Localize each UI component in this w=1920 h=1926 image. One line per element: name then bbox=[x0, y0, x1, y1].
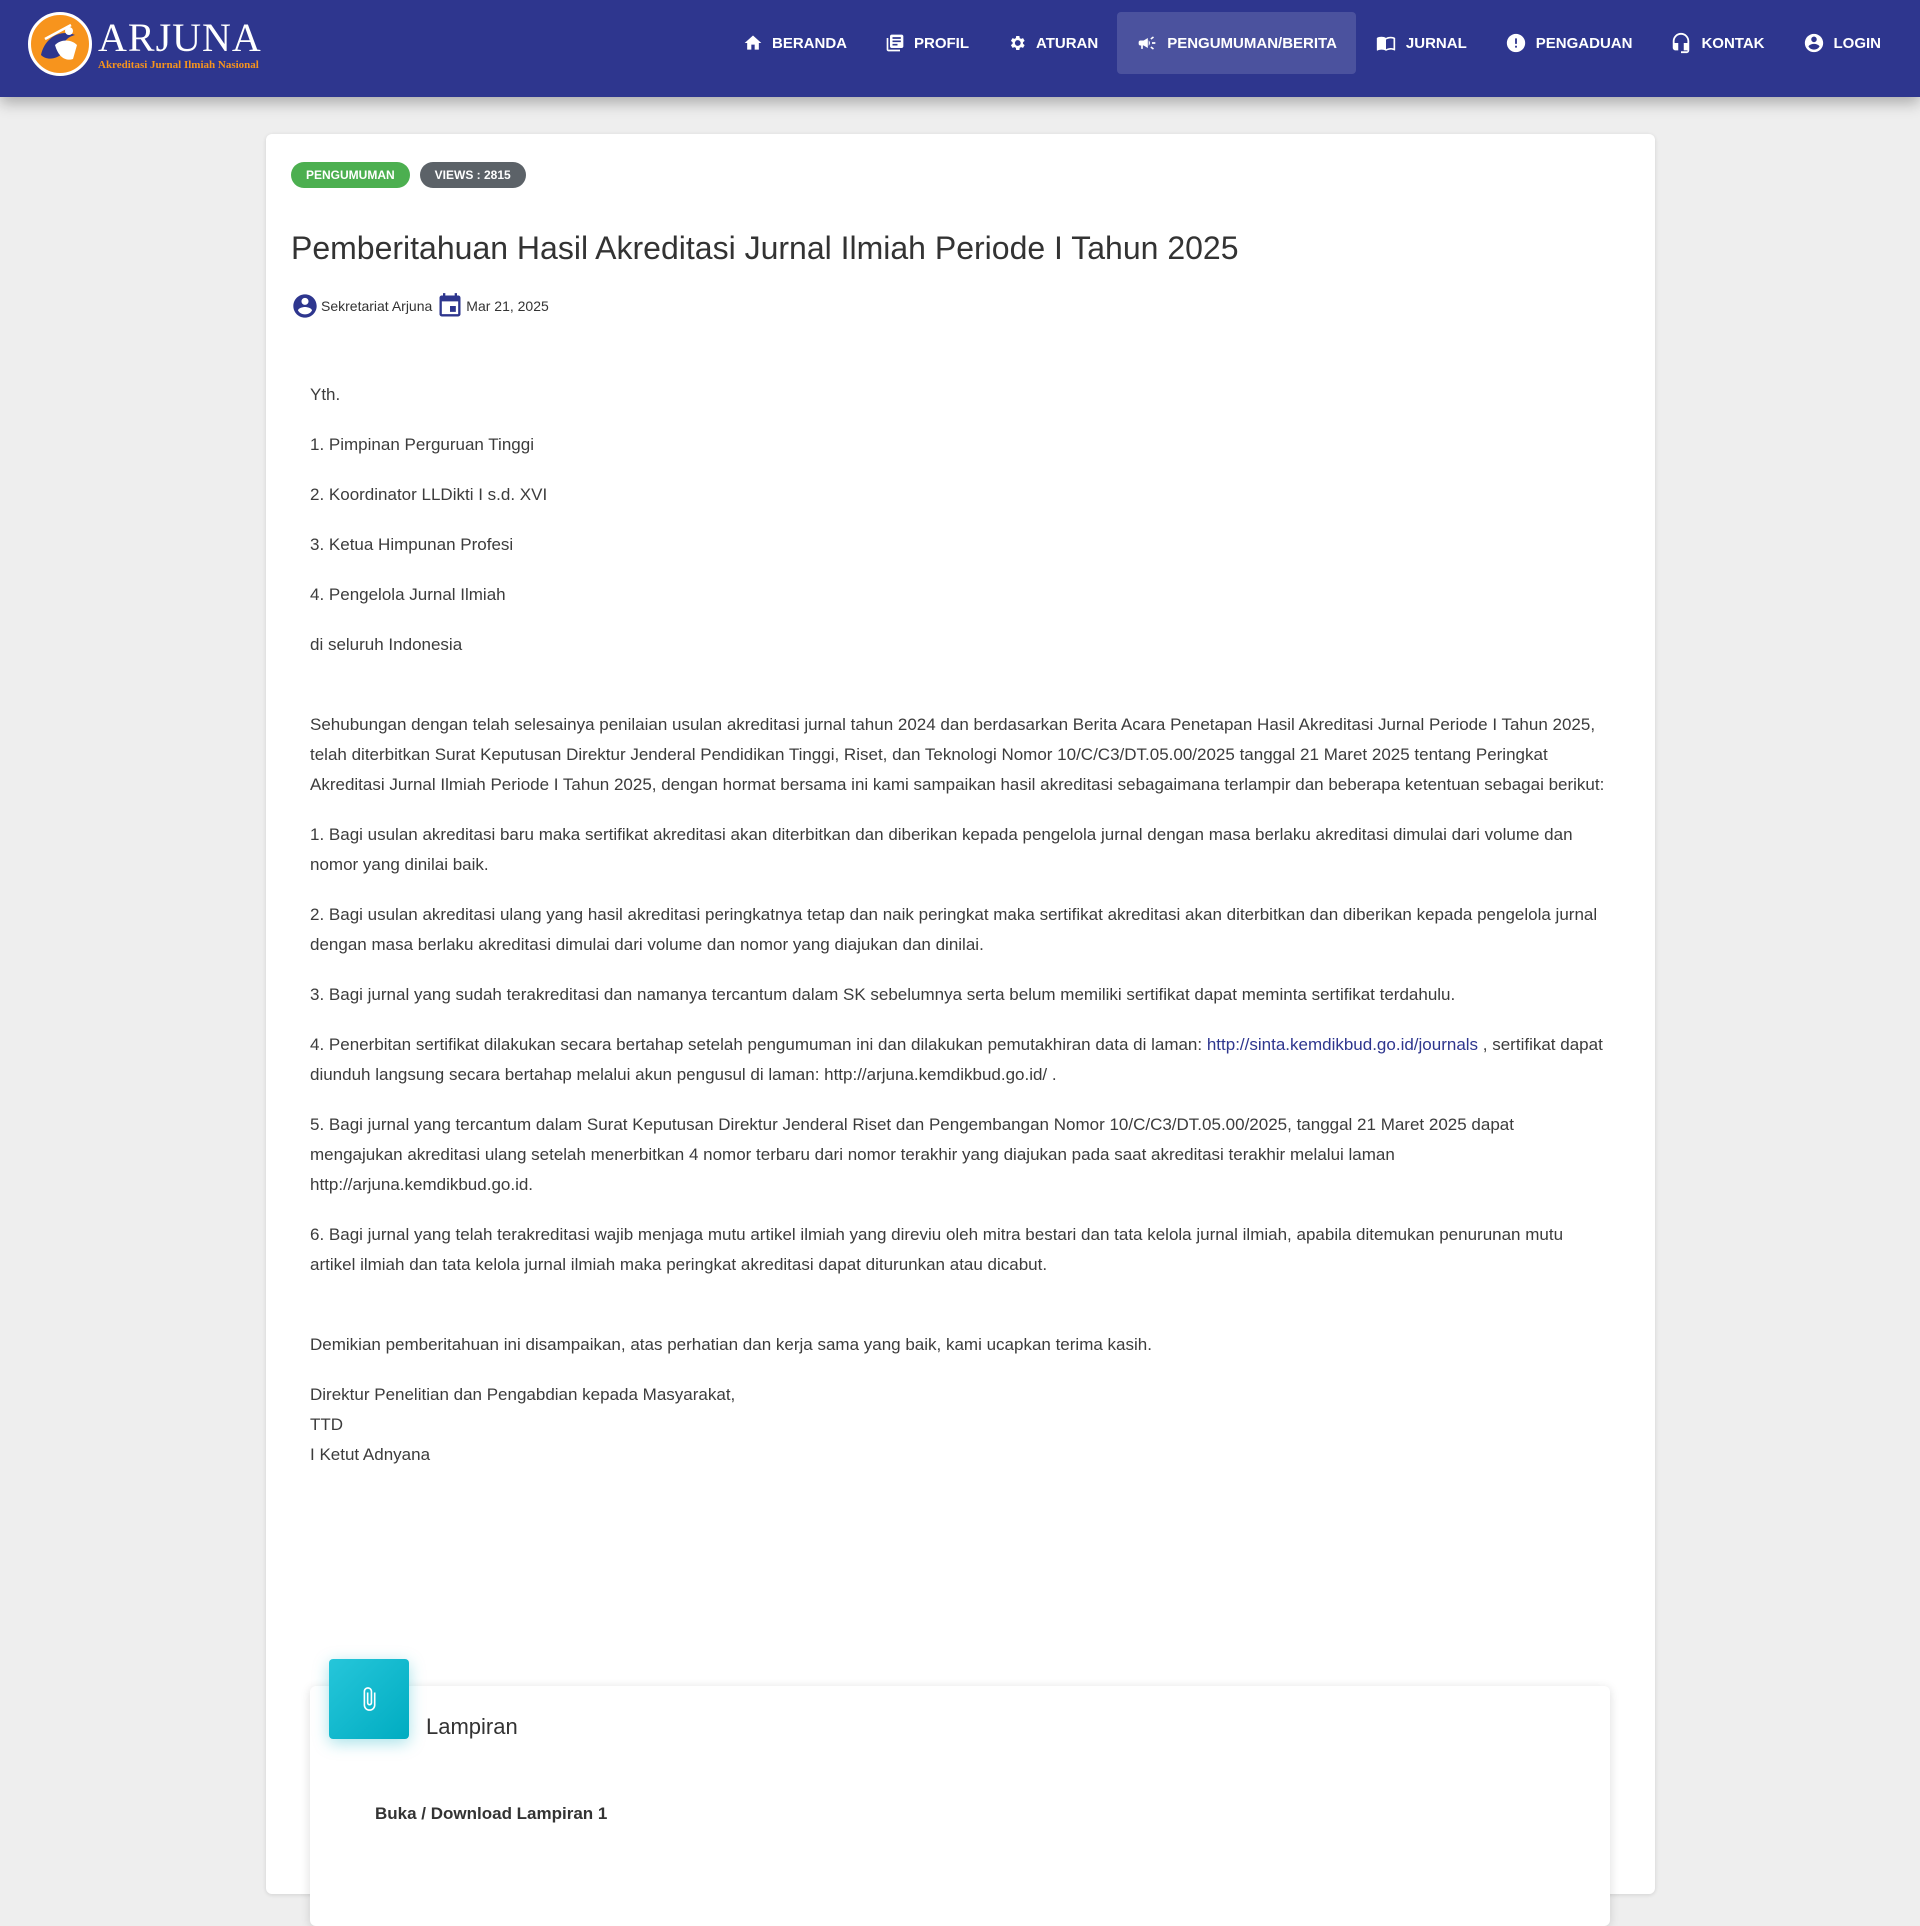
publish-date: Mar 21, 2025 bbox=[466, 298, 549, 314]
provision-5: 5. Bagi jurnal yang tercantum dalam Surat Keputusan Direktur Jenderal Riset dan Pengembangan Nomor 10/C/C3/DT.05.00/2025, tanggal 21 Maret 2025 dapat mengajukan akreditasi ulang setelah menerbitkan 4 nomor terbaru dari nomor terakhir yang diajukan pada saat akreditasi terakhir melalui laman http://arjuna.kemdikbud.go.id. bbox=[310, 1115, 1514, 1194]
sinta-journals-link[interactable]: http://sinta.kemdikbud.go.id/journals bbox=[1206, 1035, 1479, 1054]
closing-paragraph: Demikian pemberitahuan ini disampaikan, atas perhatian dan kerja sama yang baik, kami ucapkan terima kasih. bbox=[310, 1335, 1152, 1354]
nav-label-profil: PROFIL bbox=[913, 34, 969, 52]
article-body bbox=[310, 380, 1610, 1470]
gear-icon bbox=[1007, 33, 1027, 53]
book-icon bbox=[1375, 33, 1397, 53]
megaphone-icon bbox=[1136, 33, 1158, 53]
recipient-item: 3. Ketua Himpunan Profesi bbox=[310, 535, 514, 554]
newspaper-icon bbox=[885, 33, 905, 53]
provision-3: 3. Bagi jurnal yang sudah terakreditasi dan namanya tercantum dalam SK sebelumnya serta belum memiliki sertifikat dapat meminta sertifikat terdahulu. bbox=[310, 985, 1456, 1004]
brand-name: ARJUNA bbox=[98, 14, 262, 60]
nav-label-beranda: BERANDA bbox=[771, 34, 847, 52]
provision-1: 1. Bagi usulan akreditasi baru maka sertifikat akreditasi akan diterbitkan dan diberikan kepada pengelola jurnal dengan masa berlaku akreditasi dimulai dari volume dan nomor yang dinilai baik. bbox=[310, 825, 1573, 874]
provision-2: 2. Bagi usulan akreditasi ulang yang hasil akreditasi peringkatnya tetap dan naik peringkat maka sertifikat akreditasi akan diterbitkan dan diberikan kepada pengelola jurnal dengan masa berlaku akreditasi dimulai dari volume dan nomor yang diajukan dan dinilai. bbox=[310, 905, 1598, 954]
top-navbar bbox=[0, 0, 1920, 97]
nav-menu bbox=[724, 12, 1900, 74]
intro-paragraph: Sehubungan dengan telah selesainya penilaian usulan akreditasi jurnal tahun 2024 dan berdasarkan Berita Acara Penetapan Hasil Akreditasi Jurnal Periode I Tahun 2025, telah diterbitkan Surat Keputusan Direktur Jenderal Pendidikan Tinggi, Riset, dan Teknologi Nomor 10/C/C3/DT.05.00/2025 tanggal 21 Maret 2025 tentang Peringkat Akreditasi Jurnal Ilmiah Periode I Tahun 2025, dengan hormat bersama ini kami sampaikan hasil akreditasi sebagaimana terlampir dan beberapa ketentuan sebagai berikut: bbox=[310, 715, 1605, 794]
brand-logo-link[interactable] bbox=[28, 12, 262, 76]
provision-6: 6. Bagi jurnal yang telah terakreditasi wajib menjaga mutu artikel ilmiah yang direviu oleh mitra bestari dan tata kelola jurnal ilmiah, apabila ditemukan penurunan mutu artikel ilmiah dan tata kelola jurnal ilmiah maka peringkat akreditasi dapat diturunkan atau dicabut. bbox=[310, 1225, 1564, 1274]
nav-item-kontak[interactable] bbox=[1651, 12, 1783, 74]
recipient-item: 1. Pimpinan Perguruan Tinggi bbox=[310, 435, 534, 454]
paperclip-icon bbox=[329, 1659, 409, 1739]
recipient-location: di seluruh Indonesia bbox=[310, 635, 463, 654]
signatory-name: I Ketut Adnyana bbox=[310, 1445, 431, 1464]
author-avatar-icon bbox=[291, 292, 319, 320]
home-icon bbox=[743, 33, 763, 53]
provision-4-text: 4. Penerbitan sertifikat dilakukan secara bertahap setelah pengumuman ini dan dilakukan pemutakhiran data di laman: bbox=[310, 1035, 1207, 1054]
nav-label-aturan: ATURAN bbox=[1035, 34, 1099, 52]
download-attachment-link[interactable]: Buka / Download Lampiran 1 bbox=[375, 1804, 608, 1823]
provision-4 bbox=[310, 1030, 1610, 1090]
signature-block bbox=[310, 1380, 1610, 1470]
recipient-item: 4. Pengelola Jurnal Ilmiah bbox=[310, 585, 506, 604]
user-circle-icon bbox=[1803, 32, 1825, 54]
nav-item-pengaduan[interactable] bbox=[1486, 12, 1652, 74]
signature-mark: TTD bbox=[310, 1415, 344, 1434]
nav-label-kontak: KONTAK bbox=[1701, 34, 1765, 52]
headset-icon bbox=[1670, 32, 1692, 54]
article-meta bbox=[291, 292, 553, 320]
badge-row bbox=[291, 162, 536, 188]
alert-icon bbox=[1505, 32, 1527, 54]
nav-label-login: LOGIN bbox=[1833, 34, 1881, 52]
attachments-title: Lampiran bbox=[426, 1714, 518, 1739]
author-name: Sekretariat Arjuna bbox=[321, 298, 433, 314]
article-card bbox=[266, 134, 1655, 1894]
attachments-card bbox=[310, 1686, 1610, 1926]
nav-item-jurnal[interactable] bbox=[1356, 12, 1486, 74]
nav-item-beranda[interactable] bbox=[724, 12, 866, 74]
nav-label-jurnal: JURNAL bbox=[1405, 34, 1467, 52]
nav-label-pengaduan: PENGADUAN bbox=[1535, 34, 1633, 52]
salutation: Yth. bbox=[310, 385, 341, 404]
nav-label-pengumuman: PENGUMUMAN/BERITA bbox=[1167, 34, 1337, 52]
calendar-icon bbox=[436, 292, 464, 320]
views-badge: VIEWS : 2815 bbox=[420, 162, 526, 188]
arjuna-logo-icon bbox=[28, 12, 92, 76]
article-title: Pemberitahuan Hasil Akreditasi Jurnal Ilmiah Periode I Tahun 2025 bbox=[291, 230, 1239, 266]
signatory-title: Direktur Penelitian dan Pengabdian kepada Masyarakat, bbox=[310, 1385, 736, 1404]
nav-item-aturan[interactable] bbox=[988, 12, 1117, 74]
recipient-item: 2. Koordinator LLDikti I s.d. XVI bbox=[310, 485, 548, 504]
nav-item-pengumuman[interactable] bbox=[1117, 12, 1356, 74]
brand-tagline: Akreditasi Jurnal Ilmiah Nasional bbox=[98, 58, 259, 71]
nav-item-login[interactable] bbox=[1784, 12, 1901, 74]
category-badge[interactable]: PENGUMUMAN bbox=[291, 162, 410, 188]
nav-item-profil[interactable] bbox=[866, 12, 988, 74]
provision-4-text-after: , sertifikat dapat diunduh langsung secara bertahap melalui akun pengusul di laman: http://arjuna.kemdikbud.go.id/ . bbox=[310, 1035, 1603, 1084]
